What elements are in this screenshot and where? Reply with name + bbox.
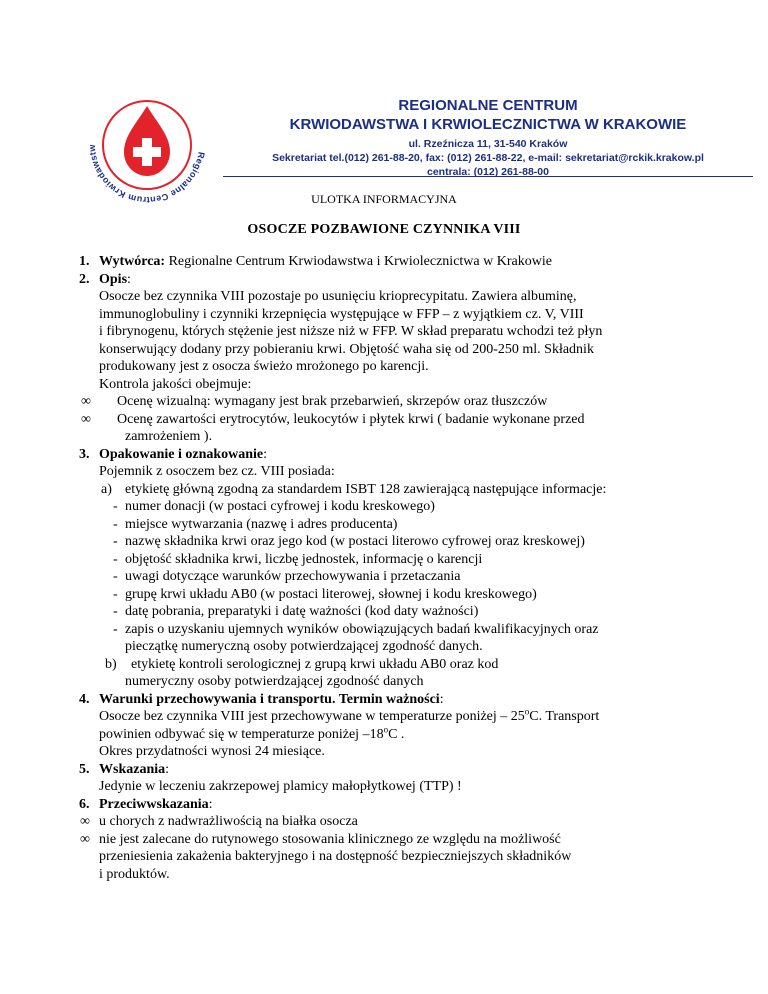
section-number: 6.: [79, 796, 90, 812]
dash-text: objętość składnika krwi, liczbę jednostek, informację o karencji: [125, 551, 483, 567]
infinity-bullet-icon: ∞: [80, 814, 90, 829]
section-number: 4.: [79, 691, 90, 707]
list-continuation: numeryczny osoby potwierdzającej zgodność danych: [125, 674, 424, 689]
text-part: powinien odbywać się w temperaturze poniżej –18: [99, 726, 384, 742]
paragraph-line: produkowany jest z osocza świeżo mrożonego po karencji.: [99, 359, 429, 374]
list-text: etykietę kontroli serologicznej z grupą krwi układu AB0 oraz kod: [131, 656, 499, 672]
paragraph-line: i fibrynogenu, których stężenie jest niższe niż w FFP. W skład preparatu wchodzi też płyn: [99, 324, 603, 339]
bullet-continuation: przeniesienia zakażenia bakteryjnego i na dostępność bezpieczniejszych składników: [99, 849, 572, 864]
section-colon: :: [263, 446, 268, 462]
document-title: OSOCZE POZBAWIONE CZYNNIKA VIII: [247, 222, 521, 237]
org-name-line1: REGIONALNE CENTRUM: [398, 97, 578, 114]
section-number: 2.: [79, 271, 90, 287]
flyer-label: ULOTKA INFORMACYJNA: [311, 192, 457, 206]
paragraph-line: Okres przydatności wynosi 24 miesiące.: [99, 744, 325, 759]
section-label: Wytwórca:: [99, 254, 166, 269]
section-label: Opis: [99, 271, 128, 287]
bullet-continuation: i produktów.: [99, 866, 170, 882]
infinity-bullet-icon: ∞: [80, 831, 90, 847]
dash-text: numer donacji (w postaci cyfrowej i kodu kreskowego): [125, 499, 435, 514]
bullet-text: u chorych z nadwrażliwością na białka osocza: [99, 814, 358, 829]
dash-item: [79, 516, 679, 534]
bullet-item: [79, 411, 679, 429]
dash-item: [79, 603, 679, 621]
dash-item: [79, 551, 679, 569]
bullet-continuation: zamrożeniem ).: [125, 429, 213, 444]
bullet-item: [79, 831, 679, 849]
dash-item: [79, 533, 679, 551]
degree-sup: o: [383, 723, 389, 734]
org-name-line2: KRWIODAWSTWA I KRWIOLECZNICTWA W KRAKOWIE: [289, 116, 687, 133]
paragraph-line: [79, 723, 679, 744]
org-address: ul. Rzeźnicza 11, 31-540 Kraków: [408, 138, 568, 150]
text-part: C. Transport: [529, 709, 600, 724]
list-marker: a): [101, 481, 112, 497]
section-colon: :: [439, 691, 444, 707]
list-text: etykietę główną zgodną za standardem ISBT 128 zawierającą następujące informacje:: [125, 481, 607, 497]
bullet-item: [79, 813, 679, 831]
dash-marker: -: [113, 499, 118, 514]
list-item-b: [79, 656, 679, 674]
dash-item: [79, 568, 679, 586]
section-text: Regionalne Centrum Krwiodawstwa i Krwiolecznictwa w Krakowie: [165, 254, 552, 269]
dash-marker: -: [113, 586, 118, 602]
dash-text: datę pobrania, preparatyki i datę ważności (kod daty ważności): [125, 604, 479, 619]
bullet-text: Ocenę wizualną: wymagany jest brak przebarwień, skrzepów oraz tłuszczów: [117, 394, 548, 409]
paragraph-line: Kontrola jakości obejmuje:: [99, 376, 252, 392]
degree-sup: o: [524, 706, 530, 717]
section-label: Przeciwwskazania: [99, 796, 209, 812]
section-3: [79, 446, 679, 464]
dash-continuation: pieczątkę numeryczną osoby potwierdzającej zgodność danych.: [125, 639, 483, 654]
dash-marker: -: [113, 551, 118, 567]
rckik-logo: [84, 82, 210, 208]
dash-text: nazwę składnika krwi oraz jego kod (w postaci literowo cyfrowej oraz kreskowej): [125, 534, 585, 549]
infinity-bullet-icon: ∞: [81, 394, 91, 409]
org-contact: Sekretariat tel.(012) 261-88-20, fax: (012) 261-88-22, e-mail: sekretariat@rckik.krakow.pl: [272, 152, 704, 164]
dash-text: uwagi dotyczące warunków przechowywania i przetaczania: [125, 569, 461, 584]
dash-item: [79, 586, 679, 604]
list-item-a: [79, 481, 679, 499]
dash-marker: -: [113, 516, 118, 532]
section-6: [79, 796, 679, 814]
section-5: [79, 761, 679, 779]
svg-text:Regionalne Centrum Krwiodawstw: Regionalne Centrum Krwiodawstw: [86, 144, 207, 206]
bullet-item: [79, 393, 679, 411]
dash-marker: -: [113, 621, 118, 637]
dash-text: grupę krwi układu AB0 (w postaci literowej, słownej i kodu kreskowego): [125, 586, 537, 602]
section-1: [79, 253, 679, 271]
paragraph-line: konserwujący dodany przy pobieraniu krwi. Objętość waha się od 200-250 ml. Składnik: [99, 341, 594, 357]
text-part: C .: [388, 726, 405, 742]
section-colon: :: [208, 796, 213, 812]
section-number: 5.: [79, 761, 90, 777]
bullet-text: Ocenę zawartości erytrocytów, leukocytów i płytek krwi ( badanie wykonane przed: [117, 411, 585, 427]
letterhead: [223, 96, 753, 179]
section-4: [79, 691, 679, 709]
paragraph-line: Pojemnik z osoczem bez cz. VIII posiada:: [99, 464, 335, 479]
section-colon: :: [165, 761, 170, 777]
text-part: Osocze bez czynnika VIII jest przechowywane w temperaturze poniżej – 25: [99, 709, 525, 724]
paragraph-line: [79, 708, 679, 726]
org-centrala: centrala: (012) 261-88-00: [427, 166, 549, 178]
dash-item: [79, 621, 679, 639]
section-number: 1.: [79, 254, 90, 269]
paragraph-line: Jedynie w leczeniu zakrzepowej plamicy małopłytkowej (TTP) !: [99, 779, 462, 794]
infinity-bullet-icon: ∞: [81, 411, 91, 427]
dash-text: miejsce wytwarzania (nazwę i adres producenta): [125, 516, 398, 532]
paragraph-line: immunoglobuliny i czynniki krzepnięcia występujące w FFP – z wyjątkiem cz. V, VIII: [99, 306, 584, 322]
dash-marker: -: [113, 604, 118, 619]
paragraph-line: Osocze bez czynnika VIII pozostaje po usunięciu krioprecypitatu. Zawiera albuminę,: [99, 289, 577, 304]
dash-marker: -: [113, 534, 118, 549]
bullet-text: nie jest zalecane do rutynowego stosowania klinicznego ze względu na możliwość: [99, 831, 561, 847]
list-marker: b): [105, 656, 117, 672]
document-body: [79, 253, 679, 883]
section-label: Warunki przechowywania i transportu. Termin ważności: [99, 691, 440, 707]
section-number: 3.: [79, 446, 90, 462]
dash-marker: -: [113, 569, 118, 584]
dash-text: zapis o uzyskaniu ujemnych wyników obowiązujących badań kwalifikacyjnych oraz: [125, 621, 599, 637]
section-label: Opakowanie i oznakowanie: [99, 446, 264, 462]
section-2: [79, 271, 679, 289]
header-rule: [223, 176, 753, 177]
section-colon: :: [127, 271, 131, 287]
dash-item: [79, 498, 679, 516]
section-label: Wskazania: [99, 761, 166, 777]
